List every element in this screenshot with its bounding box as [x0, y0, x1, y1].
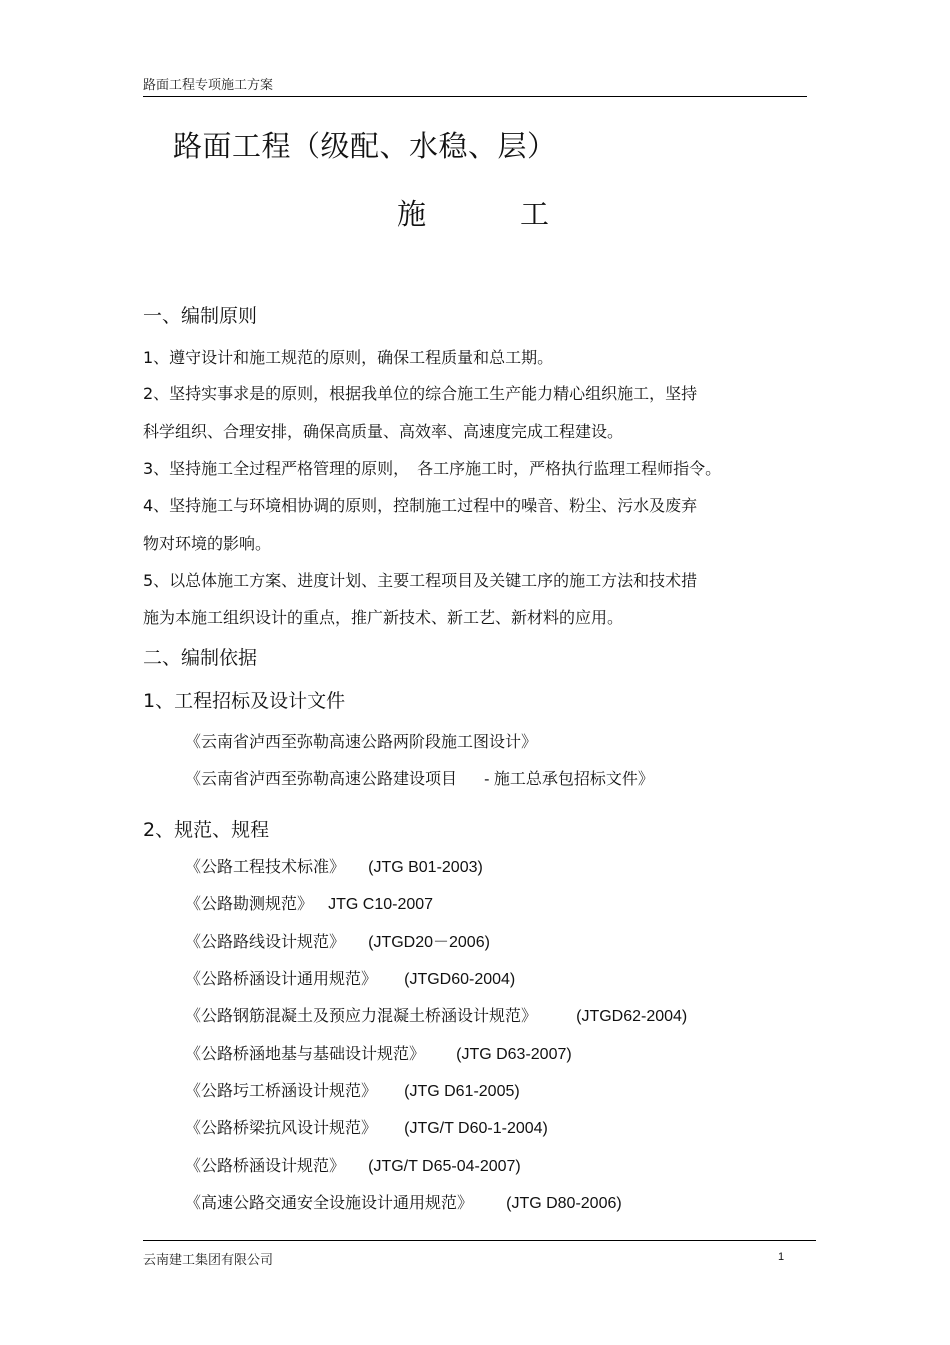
- reference-name: 《公路桥涵设计通用规范》: [185, 969, 378, 988]
- reference-item: [185, 1190, 622, 1213]
- paragraph-line: 4、坚持施工与环境相协调的原则，控制施工过程中的噪音、粉尘、污水及废弃: [143, 496, 698, 515]
- paragraph-line: 物对环境的影响。: [143, 534, 272, 553]
- reference-code: (JTG/T D65-04-2007): [368, 1158, 521, 1175]
- reference-code: (JTGD62-2004): [576, 1008, 688, 1025]
- reference-code: (JTG D63-2007): [456, 1046, 572, 1063]
- reference-item: [185, 966, 515, 989]
- section-heading-basis: 二、编制依据: [143, 647, 258, 669]
- reference-code: JTG C10-2007: [328, 896, 434, 913]
- title-char-gong: 工: [520, 197, 550, 231]
- document-title: 路面工程（级配、水稳、层）: [173, 129, 557, 163]
- reference-item: [185, 854, 483, 877]
- reference-name: 《公路路线设计规范》: [185, 932, 346, 951]
- paragraph-line: 施为本施工组织设计的重点，推广新技术、新工艺、新材料的应用。: [143, 608, 624, 627]
- reference-name: 《公路桥梁抗风设计规范》: [185, 1118, 378, 1137]
- reference-item: [185, 929, 490, 952]
- reference-item: [185, 1115, 548, 1138]
- paragraph-line: 科学组织、合理安排，确保高质量、高效率、高速度完成工程建设。: [143, 422, 624, 441]
- reference-code: (JTG D80-2006): [506, 1195, 622, 1212]
- reference-code: - 施工总承包招标文件》: [484, 771, 654, 788]
- reference-code: (JTGD20－2006): [368, 934, 490, 951]
- reference-name: 《公路桥涵地基与基础设计规范》: [185, 1044, 426, 1063]
- reference-item: [185, 1041, 572, 1064]
- paragraph-line: 3、坚持施工全过程严格管理的原则， 各工序施工时，严格执行监理工程师指令。: [143, 459, 722, 478]
- reference-item: [185, 1078, 520, 1101]
- subsection-heading-standards: 2、规范、规程: [143, 819, 270, 841]
- reference-name: 《云南省泸西至弥勒高速公路两阶段施工图设计》: [185, 732, 538, 751]
- reference-item: [185, 766, 654, 789]
- footer-rule: [143, 1240, 816, 1241]
- reference-name: 《公路工程技术标准》: [185, 857, 346, 876]
- paragraph-line: 2、坚持实事求是的原则，根据我单位的综合施工生产能力精心组织施工，坚持: [143, 384, 698, 403]
- reference-name: 《公路圬工桥涵设计规范》: [185, 1081, 378, 1100]
- reference-code: (JTG B01-2003): [368, 859, 483, 876]
- subsection-heading-tender-docs: 1、工程招标及设计文件: [143, 690, 346, 712]
- reference-item: [185, 891, 433, 914]
- page-header: 路面工程专项施工方案: [143, 78, 274, 93]
- reference-item: [185, 1003, 687, 1026]
- title-char-shi: 施: [397, 197, 427, 231]
- reference-name: 《云南省泸西至弥勒高速公路建设项目: [185, 769, 458, 788]
- section-heading-principles: 一、编制原则: [143, 305, 258, 327]
- paragraph-line: 5、以总体施工方案、进度计划、主要工程项目及关键工序的施工方法和技术措: [143, 571, 698, 590]
- page-number: 1: [778, 1251, 785, 1263]
- reference-item: [185, 729, 537, 752]
- header-rule: [143, 96, 807, 97]
- paragraph-line: 1、遵守设计和施工规范的原则，确保工程质量和总工期。: [143, 348, 554, 367]
- reference-name: 《公路桥涵设计规范》: [185, 1156, 346, 1175]
- reference-code: (JTG/T D60-1-2004): [404, 1120, 548, 1137]
- reference-code: (JTGD60-2004): [404, 971, 516, 988]
- reference-item: [185, 1153, 521, 1176]
- footer-company: 云南建工集团有限公司: [143, 1253, 274, 1268]
- reference-code: (JTG D61-2005): [404, 1083, 520, 1100]
- reference-name: 《高速公路交通安全设施设计通用规范》: [185, 1193, 474, 1212]
- reference-name: 《公路钢筋混凝土及预应力混凝土桥涵设计规范》: [185, 1006, 538, 1025]
- reference-name: 《公路勘测规范》: [185, 894, 314, 913]
